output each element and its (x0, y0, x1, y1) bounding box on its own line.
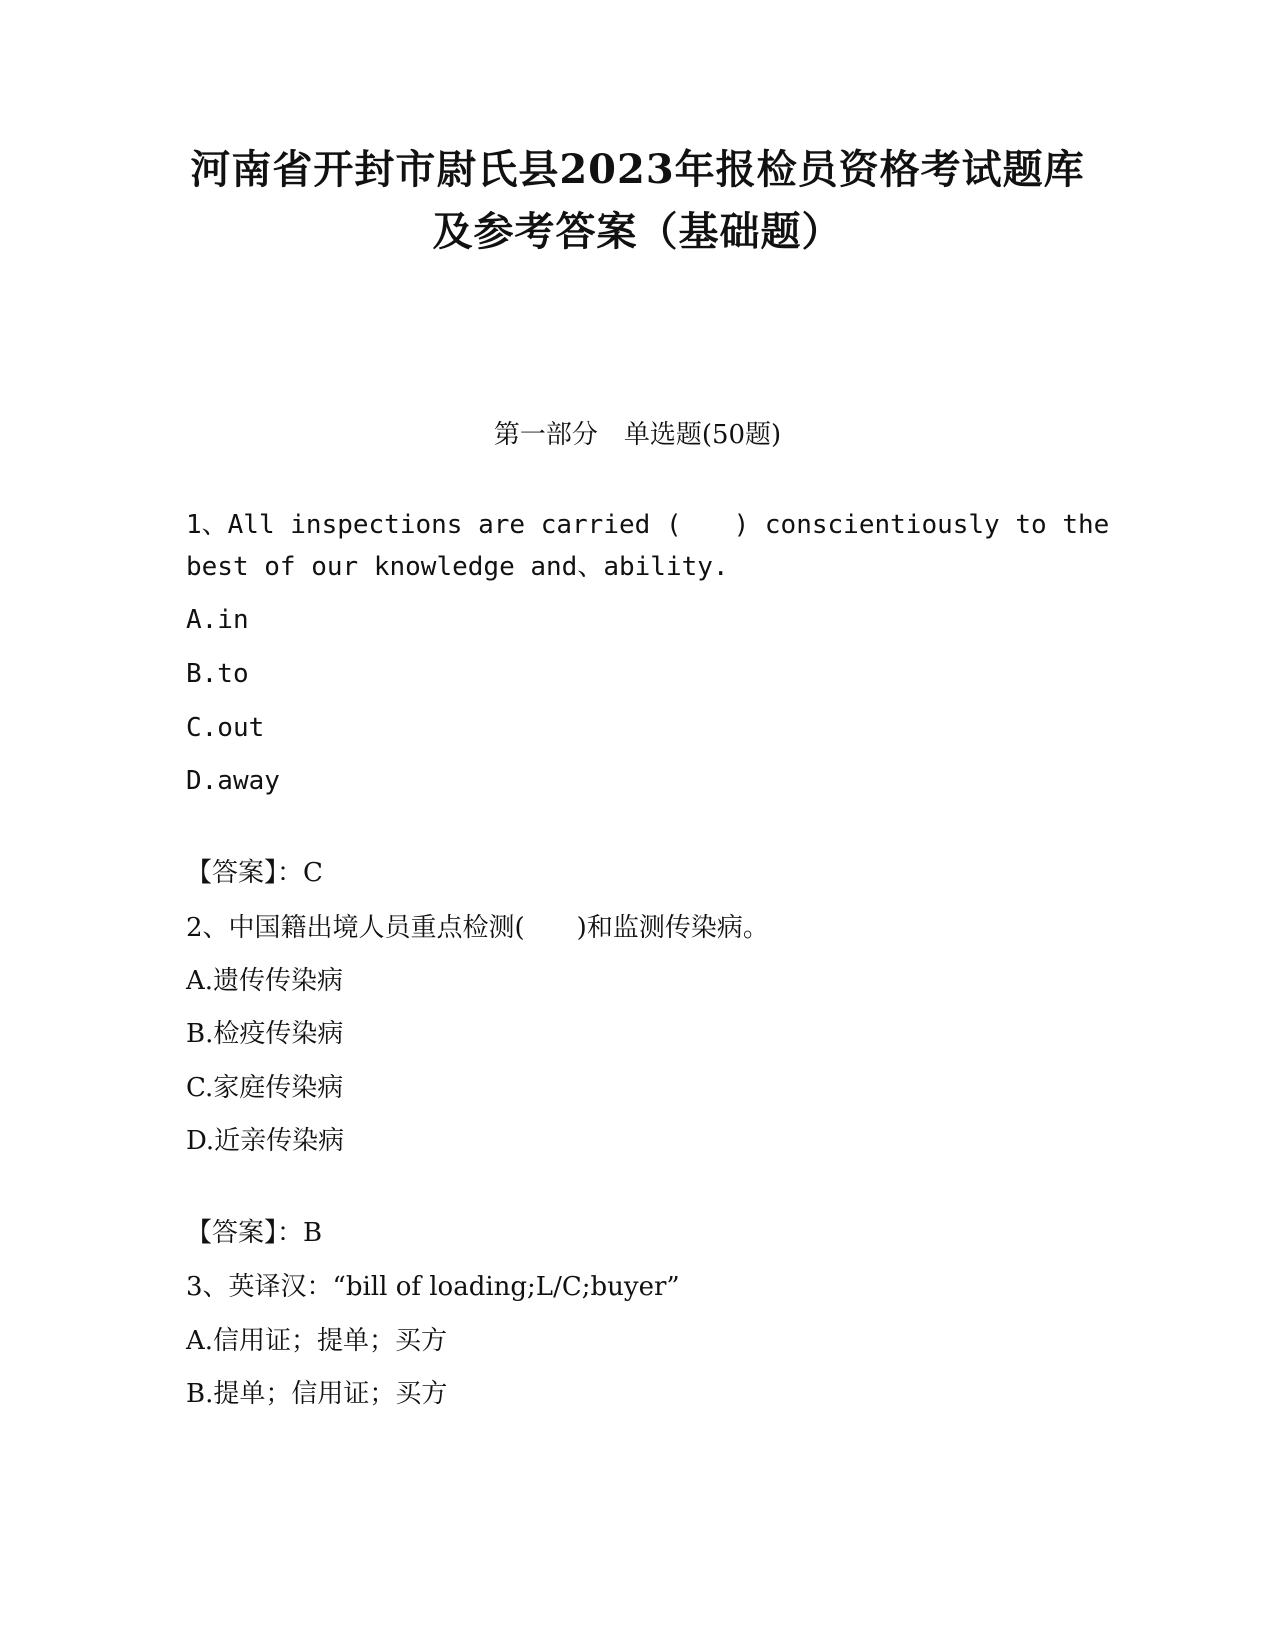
question-1-answer: 【答案】：C (186, 858, 323, 888)
question-1-stem-line-2: best of our knowledge and、ability. (186, 552, 729, 582)
question-2-option-d: D.近亲传染病 (186, 1126, 345, 1156)
section-heading: 第一部分 单选题(50题) (493, 420, 782, 450)
document-title-line-1: 河南省开封市尉氏县2023年报检员资格考试题库 (190, 146, 1085, 193)
question-2-option-a: A.遗传传染病 (186, 966, 344, 996)
question-1-option-d: D.away (186, 766, 280, 796)
question-1-option-b: B.to (186, 659, 249, 689)
question-2-stem: 2、中国籍出境人员重点检测( )和监测传染病。 (186, 913, 769, 943)
question-1-option-c: C.out (186, 713, 265, 743)
question-1-option-a: A.in (186, 605, 249, 635)
question-1-stem-line-1: 1、All inspections are carried ( ) conscientiously to the (186, 510, 1110, 540)
question-2-answer: 【答案】：B (186, 1218, 323, 1248)
question-2-option-b: B.检疫传染病 (186, 1019, 344, 1049)
question-3-option-a: A.信用证；提单；买方 (186, 1326, 448, 1356)
question-2-option-c: C.家庭传染病 (186, 1073, 344, 1103)
question-3-stem: 3、英译汉：“bill of loading;L/C;buyer” (186, 1272, 680, 1302)
document-title-line-2: 及参考答案（基础题） (432, 208, 843, 255)
question-3-option-b: B.提单；信用证；买方 (186, 1379, 448, 1409)
